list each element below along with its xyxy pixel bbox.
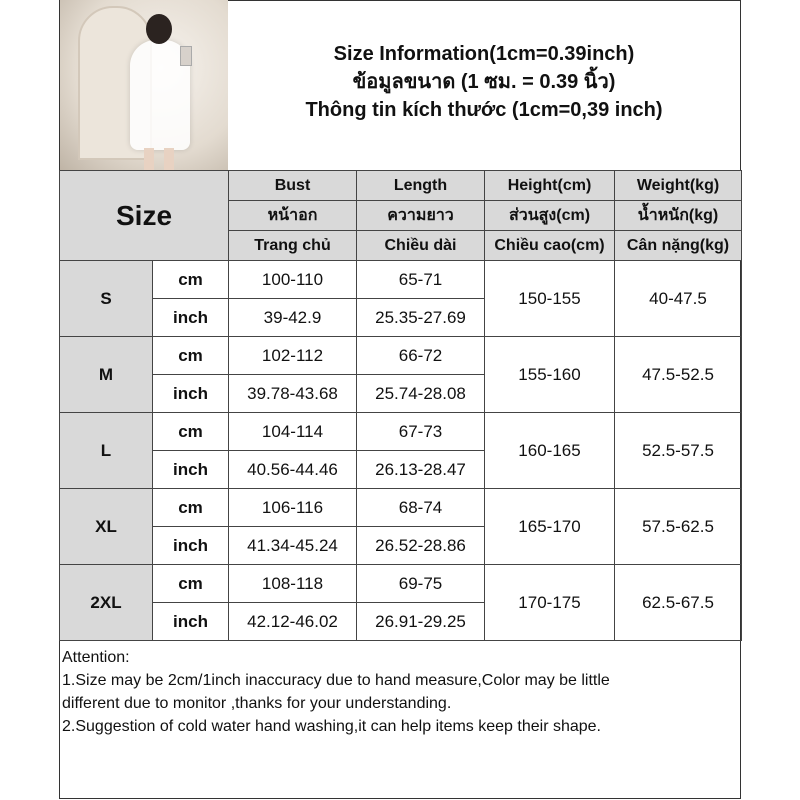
- weight-cell: 57.5-62.5: [615, 489, 742, 565]
- length-cm: 66-72: [357, 337, 485, 375]
- title-line-th: ข้อมูลขนาด (1 ซม. = 0.39 นิ้ว): [352, 71, 616, 93]
- attention-line: 1.Size may be 2cm/1inch inaccuracy due to hand measure,Color may be little: [62, 672, 610, 689]
- header-length-en: Length: [357, 171, 485, 201]
- unit-cm: cm: [153, 261, 229, 299]
- title-line-en: Size Information(1cm=0.39inch): [333, 43, 635, 65]
- table-row: [60, 489, 742, 527]
- size-cell: M: [60, 337, 153, 413]
- size-cell: 2XL: [60, 565, 153, 641]
- header-row-en: [60, 171, 742, 201]
- header-length-vi: Chiều dài: [357, 231, 485, 261]
- bust-cm: 108-118: [229, 565, 357, 603]
- unit-cm: cm: [153, 337, 229, 375]
- weight-cell: 40-47.5: [615, 261, 742, 337]
- size-header: Size: [60, 171, 229, 261]
- unit-cm: cm: [153, 489, 229, 527]
- bust-cm: 102-112: [229, 337, 357, 375]
- unit-inch: inch: [153, 527, 229, 565]
- bust-inch: 39.78-43.68: [229, 375, 357, 413]
- table-row: [60, 565, 742, 603]
- header-length-th: ความยาว: [357, 201, 485, 231]
- weight-cell: 47.5-52.5: [615, 337, 742, 413]
- header-bust-th: หน้าอก: [229, 201, 357, 231]
- header-weight-th: น้ำหนัก(kg): [615, 201, 742, 231]
- length-inch: 26.52-28.86: [357, 527, 485, 565]
- attention-line: 2.Suggestion of cold water hand washing,it can help items keep their shape.: [62, 718, 601, 735]
- unit-inch: inch: [153, 299, 229, 337]
- size-table: [59, 170, 742, 641]
- weight-cell: 62.5-67.5: [615, 565, 742, 641]
- header-bust-en: Bust: [229, 171, 357, 201]
- length-inch: 25.74-28.08: [357, 375, 485, 413]
- length-inch: 26.91-29.25: [357, 603, 485, 641]
- length-inch: 26.13-28.47: [357, 451, 485, 489]
- height-cell: 165-170: [485, 489, 615, 565]
- unit-cm: cm: [153, 565, 229, 603]
- length-cm: 69-75: [357, 565, 485, 603]
- bust-inch: 41.34-45.24: [229, 527, 357, 565]
- size-cell: XL: [60, 489, 153, 565]
- unit-inch: inch: [153, 603, 229, 641]
- height-cell: 170-175: [485, 565, 615, 641]
- unit-inch: inch: [153, 451, 229, 489]
- bust-inch: 40.56-44.46: [229, 451, 357, 489]
- length-cm: 67-73: [357, 413, 485, 451]
- table-row: [60, 413, 742, 451]
- bust-cm: 100-110: [229, 261, 357, 299]
- height-cell: 150-155: [485, 261, 615, 337]
- bust-cm: 104-114: [229, 413, 357, 451]
- length-cm: 68-74: [357, 489, 485, 527]
- length-inch: 25.35-27.69: [357, 299, 485, 337]
- table-row: [60, 337, 742, 375]
- size-info-title: [228, 40, 740, 124]
- height-cell: 160-165: [485, 413, 615, 489]
- attention-heading: Attention:: [62, 649, 130, 666]
- header-height-en: Height(cm): [485, 171, 615, 201]
- size-cell: S: [60, 261, 153, 337]
- header-height-th: ส่วนสูง(cm): [485, 201, 615, 231]
- table-row: [60, 261, 742, 299]
- unit-inch: inch: [153, 375, 229, 413]
- header-weight-vi: Cân nặng(kg): [615, 231, 742, 261]
- bust-inch: 39-42.9: [229, 299, 357, 337]
- unit-cm: cm: [153, 413, 229, 451]
- attention-line: different due to monitor ,thanks for your understanding.: [62, 695, 452, 712]
- title-line-vi: Thông tin kích thước (1cm=0,39 inch): [305, 99, 663, 121]
- height-cell: 155-160: [485, 337, 615, 413]
- attention-notes: [62, 646, 738, 738]
- header-weight-en: Weight(kg): [615, 171, 742, 201]
- length-cm: 65-71: [357, 261, 485, 299]
- header-bust-vi: Trang chủ: [229, 231, 357, 261]
- bust-cm: 106-116: [229, 489, 357, 527]
- bust-inch: 42.12-46.02: [229, 603, 357, 641]
- size-cell: L: [60, 413, 153, 489]
- product-photo: [60, 0, 228, 170]
- weight-cell: 52.5-57.5: [615, 413, 742, 489]
- header-height-vi: Chiều cao(cm): [485, 231, 615, 261]
